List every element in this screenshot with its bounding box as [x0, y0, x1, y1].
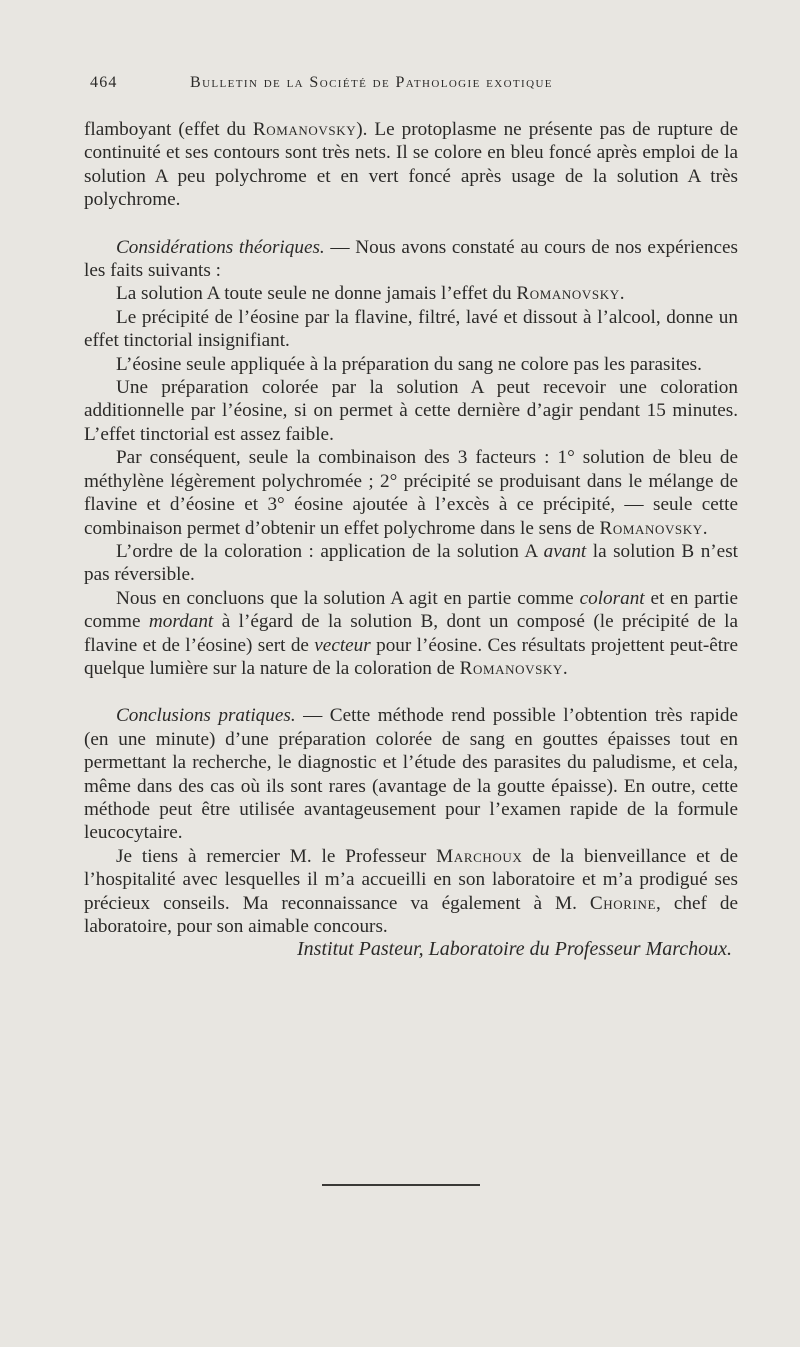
paragraph: L’éosine seule appliquée à la préparation du sang ne colore pas les parasites. — [116, 353, 702, 375]
paragraph: Le précipité de l’éosine par la flavine, filtré, lavé et dissout à l’alcool, donne un effet tinctorial insignifiant. — [84, 306, 738, 352]
paragraph: Nous en concluons que la solution A agit en partie comme colorant et en partie comme mordant à l’égard de la solution B, dont un composé (le précipité de la flavine et de l’éosine) sert de vecteur pour l’éosine. Ces résultats projettent peut-être quelque lumière sur la nature de la coloration de Romanovsky. — [84, 587, 738, 679]
paragraph: L’ordre de la coloration : application de la solution A avant la solution B n’est pas réversible. — [84, 540, 738, 586]
paragraph: Par conséquent, seule la combinaison des 3 facteurs : 1° solution de bleu de méthylène légèrement polychromée ; 2° précipité se produisant dans le mélange de flavine et d’éosine et 3° éosine ajoutée à l’excès à ce précipité, — seule cette combinaison permet d’obtenir un effet polychrome dans le sens de Romanovsky. — [84, 447, 738, 539]
journal-title: Bulletin de la Société de Pathologie exotique — [190, 74, 553, 91]
paragraph: flamboyant (effet du Romanovsky). Le protoplasme ne présente pas de rupture de continuité et ses contours sont très nets. Il se colore en bleu foncé après emploi de la solution A peu polychrome et en vert foncé après usage de la solution A très polychrome. — [84, 119, 738, 211]
end-rule — [322, 1184, 480, 1186]
section-heading: Conclusions pratiques. — [116, 705, 296, 727]
paragraph: La solution A toute seule ne donne jamais l’effet du Romanovsky. — [116, 283, 625, 305]
paragraph: Je tiens à remercier M. le Professeur Marchoux de la bienveillance et de l’hospitalité avec lesquelles il m’a accueilli en son laboratoire et m’a prodigué ses précieux conseils. Ma reconnaissance va également à M. Chorine, chef de laboratoire, pour son aimable concours. — [84, 845, 738, 937]
signature: Institut Pasteur, Laboratoire du Professeur Marchoux. — [297, 938, 732, 961]
paragraph: Une préparation colorée par la solution A peut recevoir une coloration additionnelle par l’éosine, si on permet à cette dernière d’agir pendant 15 minutes. L’effet tinctorial est assez faible. — [84, 377, 738, 445]
section-heading: Considérations théoriques. — [116, 236, 325, 258]
page-number: 464 — [90, 74, 118, 91]
running-head — [90, 74, 745, 100]
paragraph-practical: Conclusions pratiques. — Cette méthode rend possible l’obtention très rapide (en une minute) d’une préparation colorée de sang en gouttes épaisses tout en permettant la recherche, le diagnostic et l’étude des parasites du paludisme, et cela, même dans des cas où ils sont rares (avantage de la goutte épaisse). En outre, cette méthode peut être utilisée avantageusement pour l’examen rapide de la formule leucocytaire. — [84, 705, 738, 844]
paragraph-theoretical: Considérations théoriques. — Nous avons constaté au cours de nos expériences les faits suivants : — [84, 236, 738, 282]
article-body — [84, 118, 738, 962]
